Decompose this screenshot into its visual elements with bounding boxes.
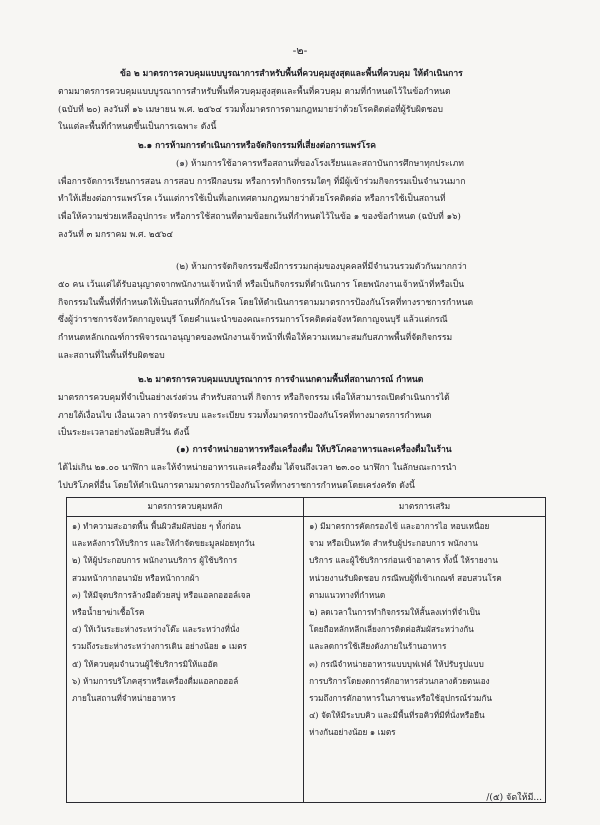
text-line: มาตรการควบคุมที่จำเป็นอย่างเร่งด่วน สำหรับสถานที่ กิจการ หรือกิจกรรม เพื่อให้สามารถเปิดดำเนินการได้ [58,392,450,403]
measures-table [66,497,546,803]
list-item: รวมถึงระยะห่างระหว่างการเดิน อย่างน้อย ๑ เมตร [72,641,247,652]
section-2-1-item-2 [58,259,548,366]
list-item: ๔) จัดให้มีระบบคิว และมีพื้นที่รอคิวที่มีที่นั่งหรือยืน [309,710,485,721]
text-line: ภายใต้เงื่อนไข เงื่อนเวลา การจัดระบบ และระเบียบ รวมทั้งมาตรการป้องกันโรคที่ทางมาตรการกำหนด [58,410,432,421]
text-line: ๕๐ คน เว้นแต่ได้รับอนุญาตจากพนักงานเจ้าหน้าที่ หรือเป็นกิจกรรมที่ดำเนินการ โดยพนักงานเจ้าหน้าที่หรือเป็น [58,279,465,290]
list-item: ตามแนวทางที่กำหนด [309,589,386,600]
text-line: (๑) การจำหน่ายอาหารหรือเครื่องดื่ม ให้บริโภคอาหารและเครื่องดื่มในร้าน [176,445,452,455]
text-line: ลงวันที่ ๓ มกราคม พ.ศ. ๒๕๖๔ [58,229,174,240]
column-header-main: มาตรการควบคุมหลัก [67,498,304,517]
list-item: ๖) ห้ามการบริโภคสุราหรือเครื่องดื่มแอลกอฮอล์ [72,675,239,686]
list-item: บริการ และผู้ใช้บริการก่อนเข้าอาคาร ทั้งนี้ ให้รายงาน [309,555,498,566]
supplementary-measures-cell [304,517,546,803]
list-item: การบริการโดยงดการตักอาหารส่วนกลางด้วยตนเอง [309,675,490,686]
text-line: เพื่อการจัดการเรียนการสอน การสอบ การฝึกอบรม หรือการทำกิจกรรมใดๆ ที่มีผู้เข้าร่วมกิจกรรมเป็นจำนวนมาก [58,176,466,187]
continuation-note: /(๕) จัดให้มี... [486,793,542,803]
text-line: ซึ่งผู้ว่าราชการจังหวัดกาญจนบุรี โดยคำแนะนำของคณะกรรมการโรคติดต่อจังหวัดกาญจนบุรี แล้วแต่กรณี [58,315,448,326]
list-item: หรือน้ำยาฆ่าเชื้อโรค [72,607,145,618]
list-item: จาม หรือเป็นหวัด สำหรับผู้ประกอบการ พนักงาน [309,538,478,549]
table-row [67,517,546,803]
page-number: -๒- [292,44,308,57]
section-heading: ๒.๒ มาตรการควบคุมแบบบูรณาการ การจำแนกตามพื้นที่สถานการณ์ กำหนด [138,375,424,385]
list-item: ๔) ให้เว้นระยะห่างระหว่างโต๊ะ และระหว่างที่นั่ง [72,624,240,635]
list-item: ภายในสถานที่จำหน่ายอาหาร [72,693,176,704]
text-line: (ฉบับที่ ๒๐) ลงวันที่ ๑๖ เมษายน พ.ศ. ๒๕๖๔ รวมทั้งมาตรการตามกฎหมายว่าด้วยโรคติดต่อที่ผู้รับผิดชอบ [58,104,443,115]
text-line: ไปบริโภคที่อื่น โดยให้ดำเนินการตามมาตรการป้องกันโรคที่ทางราชการกำหนดโดยเคร่งครัด ดังนี้ [58,480,415,491]
text-line: ในแต่ละพื้นที่กำหนดขึ้นเป็นการเฉพาะ ดังนี้ [58,122,217,133]
text-line: (๑) ห้ามการใช้อาคารหรือสถานที่ของโรงเรียนและสถาบันการศึกษาทุกประเภท [176,158,464,169]
text-line: ทำให้เสี่ยงต่อการแพร่โรค เว้นแต่การใช้เป็นที่เอกเทศตามกฎหมายว่าด้วยโรคติดต่อ หรือการใช้เป็นสถานที่ [58,194,446,205]
text-line: เป็นระยะเวลาอย่างน้อยสิบสี่วัน ดังนี้ [58,428,190,439]
text-line: ตามมาตรการควบคุมแบบบูรณาการสำหรับพื้นที่ควบคุมสูงสุดและพื้นที่ควบคุม ตามที่กำหนดไว้ในข้อกำหนด [58,86,451,97]
text-line: และสถานที่ในพื้นที่รับผิดชอบ [58,350,165,361]
text-line: ได้ไม่เกิน ๒๑.๐๐ นาฬิกา และให้จำหน่ายอาหารและเครื่องดื่ม ได้จนถึงเวลา ๒๓.๐๐ นาฬิกา ในลักษณะการนำ [58,462,457,473]
clause-2 [58,66,548,137]
list-item: ๓) กรณีจำหน่ายอาหารแบบบุฟเฟต์ ให้ปรับรูปแบบ [309,658,484,669]
text-line: ข้อ ๒ มาตรการควบคุมแบบบูรณาการสำหรับพื้นที่ควบคุมสูงสุดและพื้นที่ควบคุม ให้ดำเนินการ [120,69,463,79]
list-item: และหลังการให้บริการ และให้กำจัดขยะมูลฝอยทุกวัน [72,538,255,549]
list-item: และลดการใช้เสียงดังภายในร้านอาหาร [309,641,447,652]
list-item: ๒) ลดเวลาในการทำกิจกรรมให้สั้นลงเท่าที่จำเป็น [309,607,481,618]
list-item: ๓) ให้มีจุดบริการล้างมือด้วยสบู่ หรือแอลกอฮอล์เจล [72,589,251,600]
table-header-row [67,498,546,517]
list-item: สวมหน้ากากอนามัย หรือหน้ากากผ้า [72,572,200,583]
text-line: เพื่อให้ความช่วยเหลืออุปการะ หรือการใช้สถานที่ตามข้อยกเว้นที่กำหนดไว้ในข้อ ๑ ของข้อกำหนด (ฉบับที่ ๑๖) [58,212,461,223]
text-line: กิจกรรมในพื้นที่ที่กำหนดให้เป็นสถานที่กักกันโรค โดยให้ดำเนินการตามมาตรการป้องกันโรคที่ทางราชการกำหนด [58,297,474,308]
list-item: ๕) ให้ควบคุมจำนวนผู้ใช้บริการมิให้แออัด [72,658,218,669]
column-header-supplementary: มาตรการเสริม [304,498,546,517]
text-line: กำหนดหลักเกณฑ์การพิจารณาอนุญาตของพนักงานเจ้าหน้าที่เพื่อให้ความเหมาะสมกับสภาพพื้นที่จัดกิจกรรม [58,333,453,344]
section-2-2 [58,372,548,443]
list-item: ห่างกันอย่างน้อย ๑ เมตร [309,727,396,738]
list-item: ๒) ให้ผู้ประกอบการ พนักงานบริการ ผู้ใช้บริการ [72,555,238,566]
main-measures-cell [67,517,304,803]
list-item: โดยถือหลักหลีกเลี่ยงการติดต่อสัมผัสระหว่างกัน [309,624,474,635]
section-2-2-item-1 [58,442,548,495]
text-line: (๒) ห้ามการจัดกิจกรรมซึ่งมีการรวมกลุ่มของบุคคลที่มีจำนวนรวมตัวกันมากกว่า [176,262,467,272]
list-item: ๑) ทำความสะอาดพื้น พื้นผิวสัมผัสบ่อย ๆ ทั้งก่อน [72,521,241,531]
list-item: รวมถึงการตักอาหารในภาชนะหรือใช้อุปกรณ์ร่วมกัน [309,693,492,704]
section-2-1 [58,138,548,245]
list-item: ๑) มีมาตรการคัดกรองไข้ และอาการไอ หอบเหนื่อย [309,521,490,531]
list-item: หน่วยงานรับผิดชอบ กรณีพบผู้ที่เข้าเกณฑ์ สอบสวนโรค [309,572,502,583]
section-heading: ๒.๑ การห้ามการดำเนินการหรือจัดกิจกรรมที่เสี่ยงต่อการแพร่โรค [138,141,376,151]
